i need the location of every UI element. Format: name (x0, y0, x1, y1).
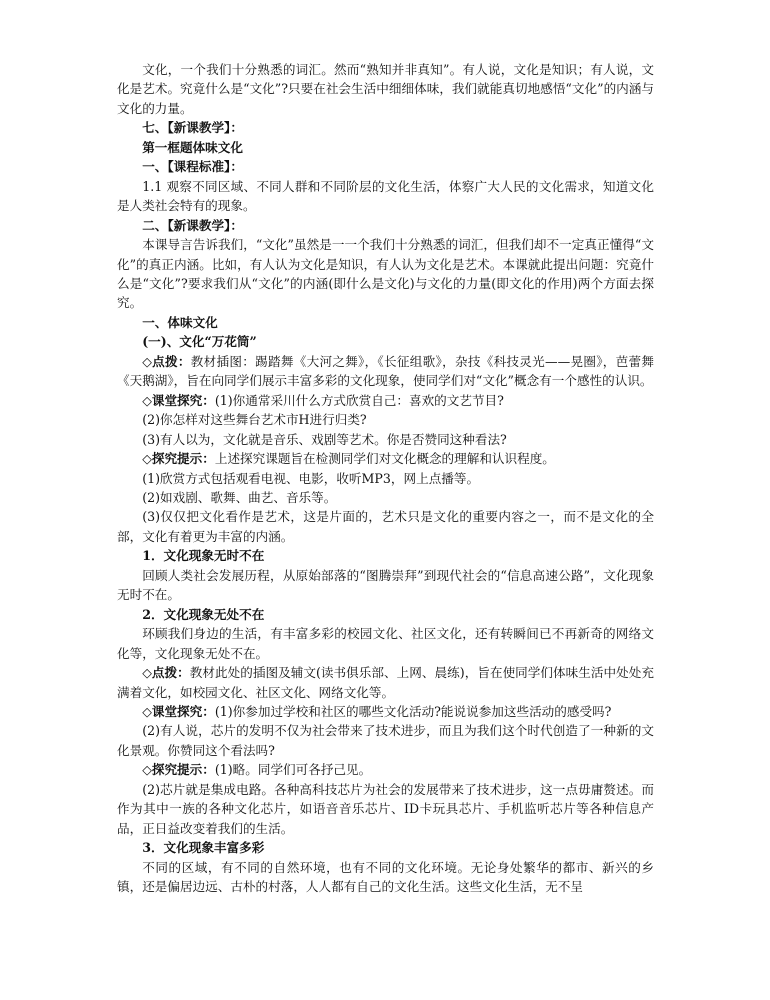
paragraph (117, 430, 654, 449)
text-run: (2)芯片就是集成电路。各种高科技芯片为社会的发展带来了技术进步，这一点毋庸赘述。而作为其中一族的各种文化芯片，如语音音乐芯片、ID卡玩具芯片、手机监听芯片等各种信息产品，正日益改变着我们的生活。 (117, 781, 654, 836)
inline-label: ◇探究提示： (142, 451, 215, 467)
text-run: (1)欣赏方式包括观看电视、电影，收听MP3，网上点播等。 (142, 470, 480, 486)
paragraph (117, 410, 654, 429)
text-run: 回顾人类社会发展历程，从原始部落的“图腾崇拜”到现代社会的“信息高速公路”，文化现象无时不在。 (117, 567, 654, 603)
inline-label: ◇点拨： (142, 665, 190, 681)
text-run: 本课导言告诉我们，“文化”虽然是一一个我们十分熟悉的词汇，但我们却不一定真正懂得“文化”的真正内涵。比如，有人认为文化是知识，有人认为文化是艺术。本课就此提出问题：究竟什么是“文化”?要求我们从“文化”的内涵(即什么是文化)与文化的力量(即文化的作用)两个方面去探究。 (117, 237, 654, 311)
text-run: (一)、文化“万花筒” (142, 334, 257, 350)
text-run: 七、【新课教学】： (142, 120, 243, 136)
text-run: 一、【课程标准】： (142, 159, 243, 175)
inline-label: ◇课堂探究： (142, 703, 215, 719)
paragraph (117, 352, 654, 391)
text-run: (1)你参加过学校和社区的哪些文化活动?能说说参加这些活动的感受吗? (214, 703, 612, 719)
paragraph (117, 488, 654, 507)
text-run: 1.1 观察不同区域、不同人群和不同阶层的文化生活，体察广大人民的文化需求，知道文化是人类社会特有的现象。 (117, 178, 654, 214)
text-run: 二、【新课教学】： (142, 217, 243, 233)
text-run: 第一框题体味文化 (142, 139, 243, 155)
text-run: 不同的区域，有不同的自然环境，也有不同的文化环境。无论身处繁华的都市、新兴的乡镇，还是偏居边远、古朴的村落，人人都有自己的文化生活。这些文化生活，无不呈 (117, 859, 654, 895)
document-page (117, 60, 654, 896)
text-run: 环顾我们身边的生活，有丰富多彩的校园文化、社区文化，还有转瞬间已不再新奇的网络文化等，文化现象无处不在。 (117, 626, 654, 661)
text-run: 一、体味文化 (142, 314, 218, 330)
paragraph (117, 566, 654, 605)
section-heading (117, 332, 654, 351)
section-heading (117, 838, 654, 857)
section-heading (117, 157, 654, 176)
paragraph (117, 760, 654, 779)
text-run: (2)你怎样对这些舞台艺术市H进行归类? (142, 412, 367, 428)
section-heading (117, 605, 654, 624)
inline-label: ◇探究提示： (142, 762, 215, 778)
text-run: 2．文化现象无处不在 (142, 606, 265, 622)
inline-label: ◇点拨： (142, 353, 191, 369)
text-run: 教材插图：踢踏舞《大河之舞》，《长征组歌》，杂技《科技灵光——晃圈》，芭蕾舞《天鹅湖》，旨在向同学们展示丰富多彩的文化现象，使同学们对“文化”概念有一个感性的认识。 (117, 353, 655, 389)
paragraph (117, 449, 654, 468)
paragraph (117, 858, 654, 897)
text-run: (3)有人以为，文化就是音乐、戏剧等艺术。你是否赞同这种看法? (142, 431, 507, 447)
paragraph (117, 780, 654, 838)
section-heading (117, 138, 654, 157)
text-run: 1．文化现象无时不在 (142, 548, 265, 564)
text-run: 教材此处的插图及辅文(读书俱乐部、上网、晨练)，旨在使同学们体味生活中处处充满着文化，如校园文化、社区文化、网络文化等。 (117, 665, 654, 700)
section-heading (117, 313, 654, 332)
text-run: 上述探究课题旨在检测同学们对文化概念的理解和认识程度。 (214, 451, 555, 467)
paragraph (117, 391, 654, 410)
paragraph (117, 663, 654, 702)
inline-label: ◇课堂探究： (142, 392, 215, 408)
text-run: (1)略。同学们可各抒己见。 (214, 762, 372, 778)
section-heading (117, 118, 654, 137)
text-run: (1)你通常采川什么方式欣赏自己：喜欢的文艺节目? (214, 392, 504, 408)
text-run: 文化，一个我们十分熟悉的词汇。然而“熟知并非真知”。有人说，文化是知识；有人说，文化是艺术。究竟什么是“文化”?只要在社会生活中细细体味，我们就能真切地感悟“文化”的内涵与文化的力量。 (117, 62, 654, 116)
paragraph (117, 235, 654, 313)
text-run: (3)仅仅把文化看作是艺术，这是片面的，艺术只是文化的重要内容之一，而不是文化的全部，文化有着更为丰富的内涵。 (117, 509, 654, 544)
paragraph (117, 721, 654, 760)
paragraph (117, 177, 654, 216)
paragraph (117, 469, 654, 488)
text-run: (2)有人说，芯片的发明不仅为社会带来了技术进步，而且为我们这个时代创造了一种新的文化景观。你赞同这个看法吗? (117, 723, 654, 758)
paragraph (117, 60, 654, 118)
text-run: (2)如戏剧、歌舞、曲艺、音乐等。 (142, 489, 337, 505)
paragraph (117, 702, 654, 721)
paragraph (117, 624, 654, 663)
section-heading (117, 216, 654, 235)
paragraph (117, 507, 654, 546)
section-heading (117, 546, 654, 565)
text-run: 3．文化现象丰富多彩 (142, 840, 265, 856)
